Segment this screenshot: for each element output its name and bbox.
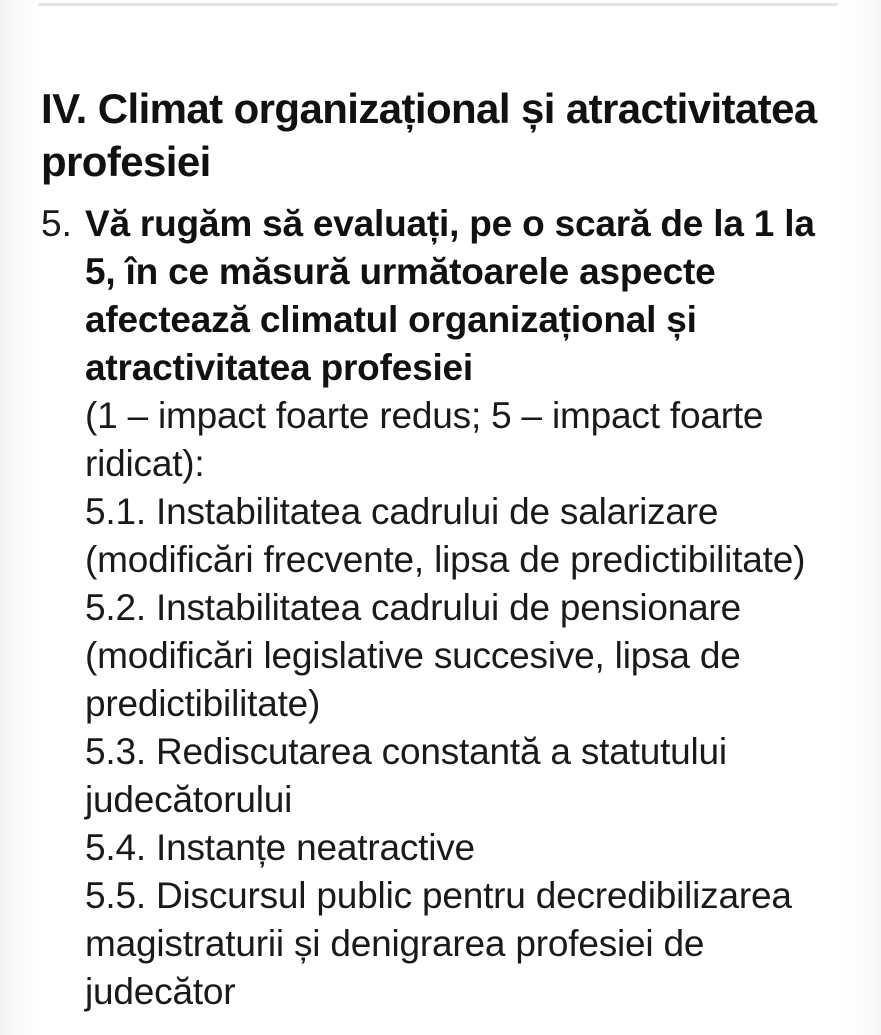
top-divider-rule bbox=[38, 3, 838, 6]
question-subitem: 5.3. Rediscutarea constantă a statutului judecătorului bbox=[85, 731, 727, 820]
question-subitem-list bbox=[85, 488, 851, 1016]
question-body bbox=[85, 200, 851, 1016]
question-prompt: Vă rugăm să evaluați, pe o scară de la 1 la 5, în ce măsură următoarele aspecte afectează climatul organizațional și atractivitatea profesiei bbox=[85, 203, 815, 388]
question-block bbox=[41, 200, 851, 1016]
question-subitem: 5.4. Instanțe neatractive bbox=[85, 827, 475, 868]
question-subitem: 5.1. Instabilitatea cadrului de salarizare (modificări frecvente, lipsa de predictibilitate) bbox=[85, 491, 806, 580]
question-row bbox=[41, 200, 851, 1016]
section-heading: IV. Climat organizațional și atractivitatea profesiei bbox=[41, 85, 817, 186]
question-subitem: 5.5. Discursul public pentru decredibilizarea magistraturii și denigrarea profesiei de judecător bbox=[85, 875, 792, 1012]
question-subitem: 5.2. Instabilitatea cadrului de pensionare (modificări legislative succesive, lipsa de predictibilitate) bbox=[85, 587, 741, 724]
page-left-edge-shading bbox=[0, 0, 40, 1035]
question-scale-note: (1 – impact foarte redus; 5 – impact foarte ridicat): bbox=[85, 395, 764, 484]
question-number: 5. bbox=[41, 203, 72, 244]
